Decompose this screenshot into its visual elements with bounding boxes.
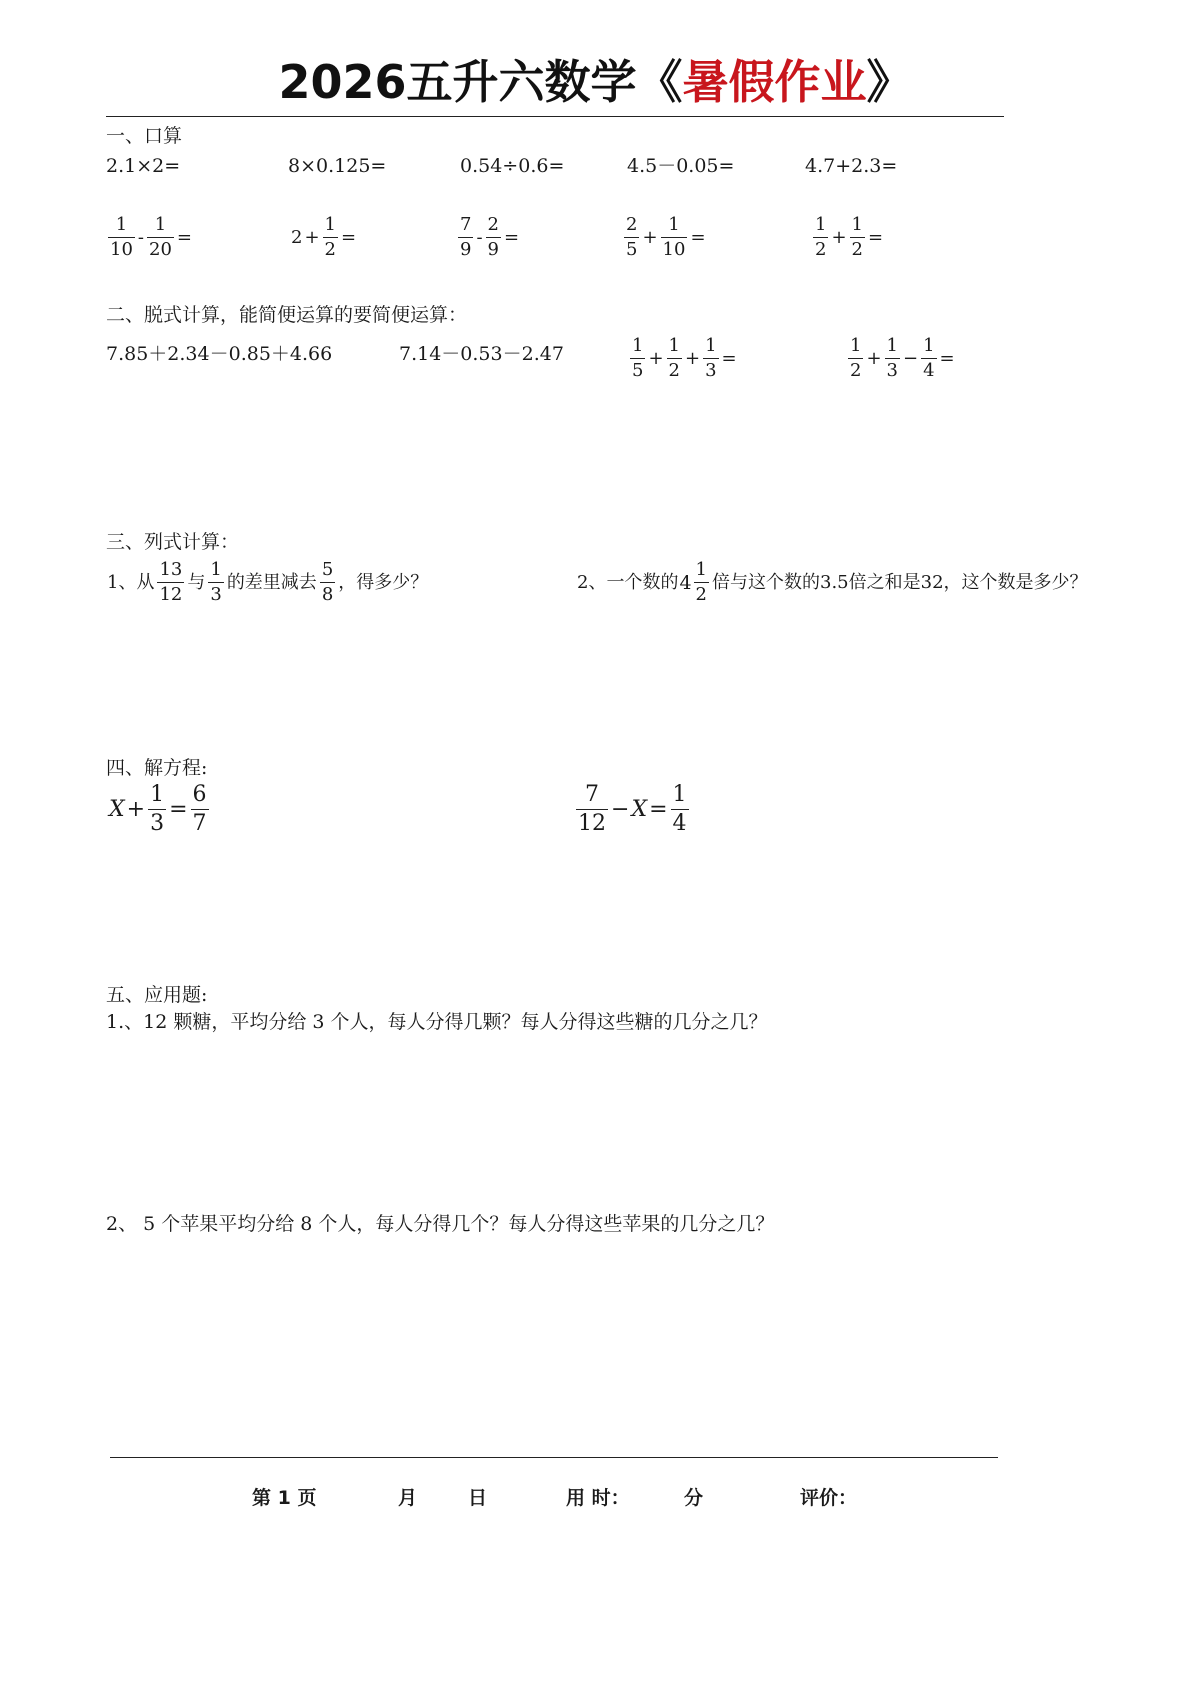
footer-day: 日 <box>468 1487 488 1509</box>
title-prefix: 2026五升六数学《 <box>278 55 683 109</box>
oral-q4: 4.5－0.05= <box>627 155 735 177</box>
top-rule <box>106 116 1004 117</box>
fraction: $\frac{1}{5}$ <box>632 335 644 381</box>
oral-q1: 2.1×2= <box>106 155 181 177</box>
fraction: $\frac{2}{5}$ <box>626 214 638 260</box>
fraction: $\frac{1}{3}$ <box>705 335 717 381</box>
footer-page: 第 1 页 <box>252 1487 317 1509</box>
word-calc-q1: 1、从 $\frac{13}{12}$ 与 $\frac{1}{3}$ 的差里减去 $\frac{5}{8}$ ，得多少？ <box>107 559 429 605</box>
calc-q3: $\frac{1}{5}$ + $\frac{1}{2}$ + $\frac{1}{3}$ = <box>632 335 737 381</box>
section-3-heading: 三、列式计算： <box>106 531 240 553</box>
section-1-heading: 一、口算 <box>106 125 183 147</box>
fraction: $\frac{1}{3}$ <box>150 782 165 836</box>
fraction: $\frac{13}{12}$ <box>159 559 183 605</box>
fraction: $\frac{5}{8}$ <box>321 559 334 605</box>
oral-frac-q4: $\frac{2}{5}$ + $\frac{1}{10}$ = <box>626 214 706 260</box>
section-4-heading: 四、解方程: <box>106 757 208 779</box>
footer-grade: 评价： <box>800 1487 858 1509</box>
word-problem-2: 2、 5 个苹果平均分给 8 个人，每人分得几个？每人分得这些苹果的几分之几？ <box>106 1213 775 1235</box>
title-suffix: 》 <box>866 55 913 109</box>
calc-q1: 7.85＋2.34－0.85＋4.66 <box>106 343 333 365</box>
equation-1: X+ $\frac{1}{3}$ = $\frac{6}{7}$ <box>109 782 207 836</box>
fraction: $\frac{1}{3}$ <box>886 335 898 381</box>
oral-frac-q2: 2 + $\frac{1}{2}$ = <box>291 214 357 260</box>
fraction: $\frac{2}{9}$ <box>487 214 499 260</box>
footer-time: 用 时： <box>566 1487 630 1509</box>
fraction: $\frac{1}{2}$ <box>324 214 336 260</box>
fraction: $\frac{1}{4}$ <box>672 782 687 836</box>
page-title <box>0 52 1191 112</box>
oral-q3: 0.54÷0.6= <box>460 155 565 177</box>
fraction: $\frac{1}{4}$ <box>923 335 935 381</box>
bottom-rule <box>110 1457 998 1458</box>
fraction: $\frac{1}{10}$ <box>110 214 133 260</box>
fraction: $\frac{1}{2}$ <box>815 214 827 260</box>
oral-frac-q5: $\frac{1}{2}$ + $\frac{1}{2}$ = <box>815 214 884 260</box>
calc-q2: 7.14－0.53－2.47 <box>399 343 564 365</box>
calc-q4: $\frac{1}{2}$ + $\frac{1}{3}$ − $\frac{1}{4}$ = <box>850 335 955 381</box>
footer-minute: 分 <box>684 1487 704 1509</box>
equation-2: $\frac{7}{12}$ −X= $\frac{1}{4}$ <box>578 782 687 836</box>
oral-q2: 8×0.125= <box>288 155 387 177</box>
title-highlight: 暑假作业 <box>682 55 867 109</box>
fraction: $\frac{1}{2}$ <box>850 335 862 381</box>
oral-q5: 4.7+2.3= <box>805 155 898 177</box>
word-problem-1: 1.、12 颗糖，平均分给 3 个人，每人分得几颗？每人分得这些糖的几分之几？ <box>106 1011 768 1033</box>
oral-frac-q1: $\frac{1}{10}$ - $\frac{1}{20}$ = <box>110 214 192 260</box>
fraction: $\frac{6}{7}$ <box>192 782 207 836</box>
section-2-heading: 二、脱式计算，能简便运算的要简便运算： <box>106 304 468 326</box>
fraction: $\frac{1}{3}$ <box>210 559 222 605</box>
fraction: $\frac{7}{9}$ <box>460 214 472 260</box>
fraction: $\frac{1}{10}$ <box>662 214 686 260</box>
fraction: $\frac{1}{2}$ <box>851 214 863 260</box>
section-5-heading: 五、应用题: <box>106 984 208 1006</box>
fraction: $\frac{1}{20}$ <box>149 214 172 260</box>
footer-month: 月 <box>398 1487 418 1509</box>
oral-frac-q3: $\frac{7}{9}$ - $\frac{2}{9}$ = <box>460 214 520 260</box>
word-calc-q2: 2、一个数的4 $\frac{1}{2}$ 倍与这个数的3.5倍之和是32，这个数是多少？ <box>577 559 1088 605</box>
fraction: $\frac{1}{2}$ <box>668 335 680 381</box>
fraction: $\frac{1}{2}$ <box>695 559 707 605</box>
fraction: $\frac{7}{12}$ <box>578 782 606 836</box>
